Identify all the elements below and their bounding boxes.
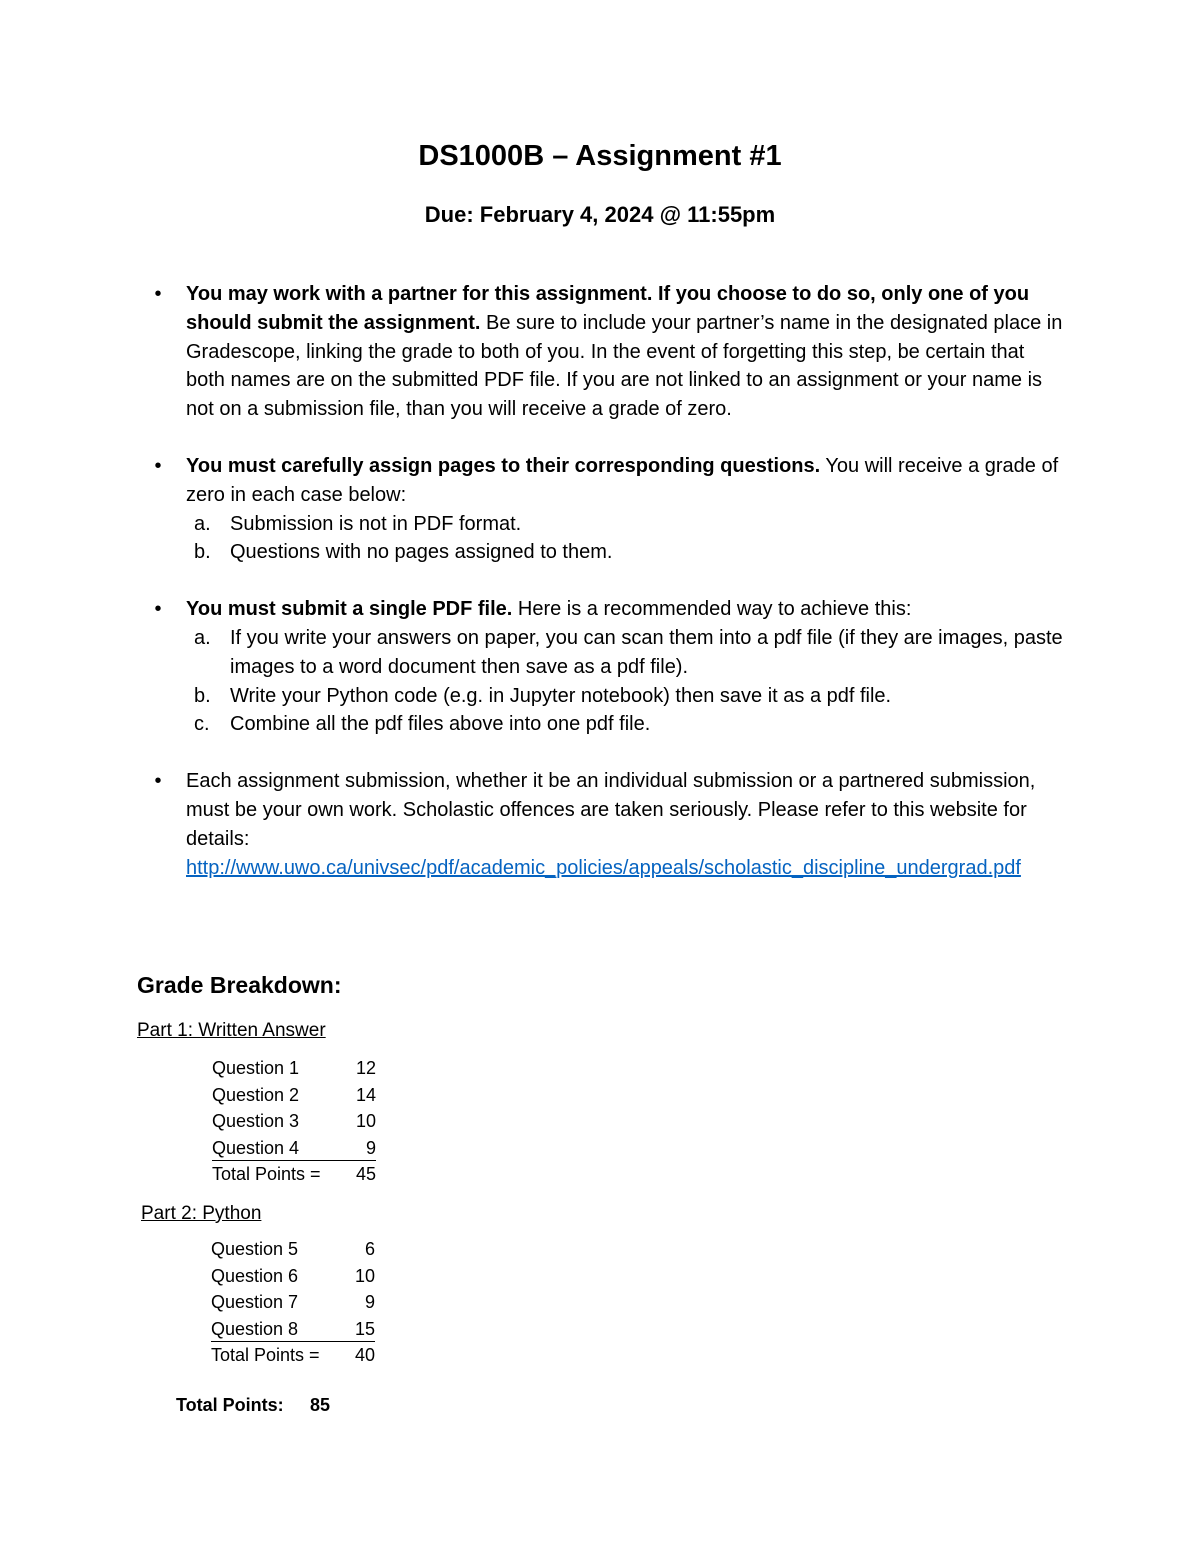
part1-title: Part 1: Written Answer — [137, 1020, 326, 1041]
sub-marker: a. — [194, 626, 211, 649]
sub-text: Submission is not in PDF format. — [230, 512, 522, 535]
instruction-text: Each assignment submission, whether it be an individual submission or a partnered submission, must be your own work. Scholastic offences are taken seriously. Please refer to this website for details: — [186, 770, 1036, 850]
bullet-icon: • — [154, 598, 162, 621]
question-points: 6 — [364, 1239, 375, 1259]
table-row — [212, 1055, 376, 1082]
grade-breakdown-heading: Grade Breakdown: — [137, 972, 342, 998]
sub-item — [186, 682, 1068, 711]
total-row — [211, 1342, 375, 1369]
instruction-text: Be sure to include your partner’s name in the designated place in Gradescope, linking the grade to both of you. In the event of forgetting this step, be certain that both names are on the submitted PDF file. If you are not linked to an assignment or your name is not on a submission file, than you will receive a grade of zero. — [186, 311, 1063, 421]
instruction-list — [148, 280, 1068, 910]
sub-text: Questions with no pages assigned to them. — [230, 541, 613, 564]
sub-item — [186, 510, 1068, 539]
question-points: 9 — [365, 1137, 376, 1158]
sub-text: Combine all the pdf files above into one pdf file. — [230, 713, 651, 736]
question-label: Question 1 — [212, 1058, 300, 1078]
question-points: 12 — [355, 1058, 376, 1078]
instruction-bold: You must carefully assign pages to their corresponding questions. — [186, 454, 821, 477]
part2-title: Part 2: Python — [141, 1203, 262, 1224]
sub-item — [186, 538, 1068, 567]
page-title: DS1000B – Assignment #1 — [418, 140, 782, 172]
sub-marker: b. — [194, 541, 211, 564]
bullet-icon: • — [154, 454, 162, 477]
part1-table — [212, 1055, 376, 1187]
instruction-item — [148, 595, 1068, 739]
sub-item — [186, 624, 1068, 682]
table-row — [212, 1108, 376, 1135]
sub-marker: c. — [194, 713, 210, 736]
question-points: 9 — [364, 1292, 375, 1312]
instruction-bold: You may work with a partner for this assignment. If you choose to do so, only one of you should submit the assignment. — [186, 283, 1030, 334]
bullet-icon: • — [154, 283, 162, 305]
sub-list — [186, 624, 1068, 739]
instruction-text: You will receive a grade of zero in each case below: — [186, 454, 1059, 506]
total-row — [212, 1161, 376, 1188]
due-date: Due: February 4, 2024 @ 11:55pm — [424, 202, 776, 227]
total-label: Total Points = — [211, 1344, 320, 1365]
total-label: Total Points = — [212, 1163, 321, 1184]
instruction-text: Here is a recommended way to achieve this: — [512, 598, 912, 621]
sub-list — [186, 510, 1068, 568]
question-label: Question 6 — [211, 1265, 299, 1286]
instruction-bold: You must submit a single PDF file. — [186, 598, 513, 621]
sub-item — [186, 710, 1068, 739]
instruction-item — [148, 280, 1068, 424]
question-label: Question 5 — [211, 1239, 299, 1259]
table-row — [211, 1316, 375, 1342]
table-row — [211, 1263, 375, 1290]
question-label: Question 3 — [212, 1111, 300, 1131]
total-points: 40 — [354, 1344, 375, 1365]
instruction-item — [148, 767, 1068, 882]
policy-link[interactable]: http://www.uwo.ca/univsec/pdf/academic_policies/appeals/scholastic_discipline_undergrad.pdf — [186, 856, 1021, 879]
question-points: 10 — [354, 1265, 375, 1286]
question-points: 15 — [354, 1318, 375, 1339]
sub-text: Write your Python code (e.g. in Jupyter notebook) then save it as a pdf file. — [230, 684, 892, 707]
question-points: 14 — [355, 1084, 376, 1105]
table-row — [212, 1135, 376, 1161]
total-points: 45 — [355, 1163, 376, 1184]
part2-table — [211, 1236, 375, 1368]
instruction-item — [148, 452, 1068, 567]
sub-text: If you write your answers on paper, you can scan them into a pdf file (if they are images, paste images to a word document then save as a pdf file). — [230, 626, 1063, 678]
grand-total — [176, 1395, 331, 1416]
question-label: Question 4 — [212, 1137, 300, 1158]
table-row — [212, 1082, 376, 1109]
grand-total-label: Total Points: — [176, 1395, 284, 1415]
table-row — [211, 1289, 375, 1316]
sub-marker: b. — [194, 684, 211, 707]
sub-marker: a. — [194, 512, 211, 535]
grand-total-value: 85 — [310, 1395, 331, 1415]
question-label: Question 8 — [211, 1318, 299, 1339]
table-row — [211, 1236, 375, 1263]
question-label: Question 2 — [212, 1084, 300, 1105]
question-label: Question 7 — [211, 1292, 299, 1312]
bullet-icon: • — [154, 770, 162, 793]
question-points: 10 — [355, 1111, 376, 1131]
